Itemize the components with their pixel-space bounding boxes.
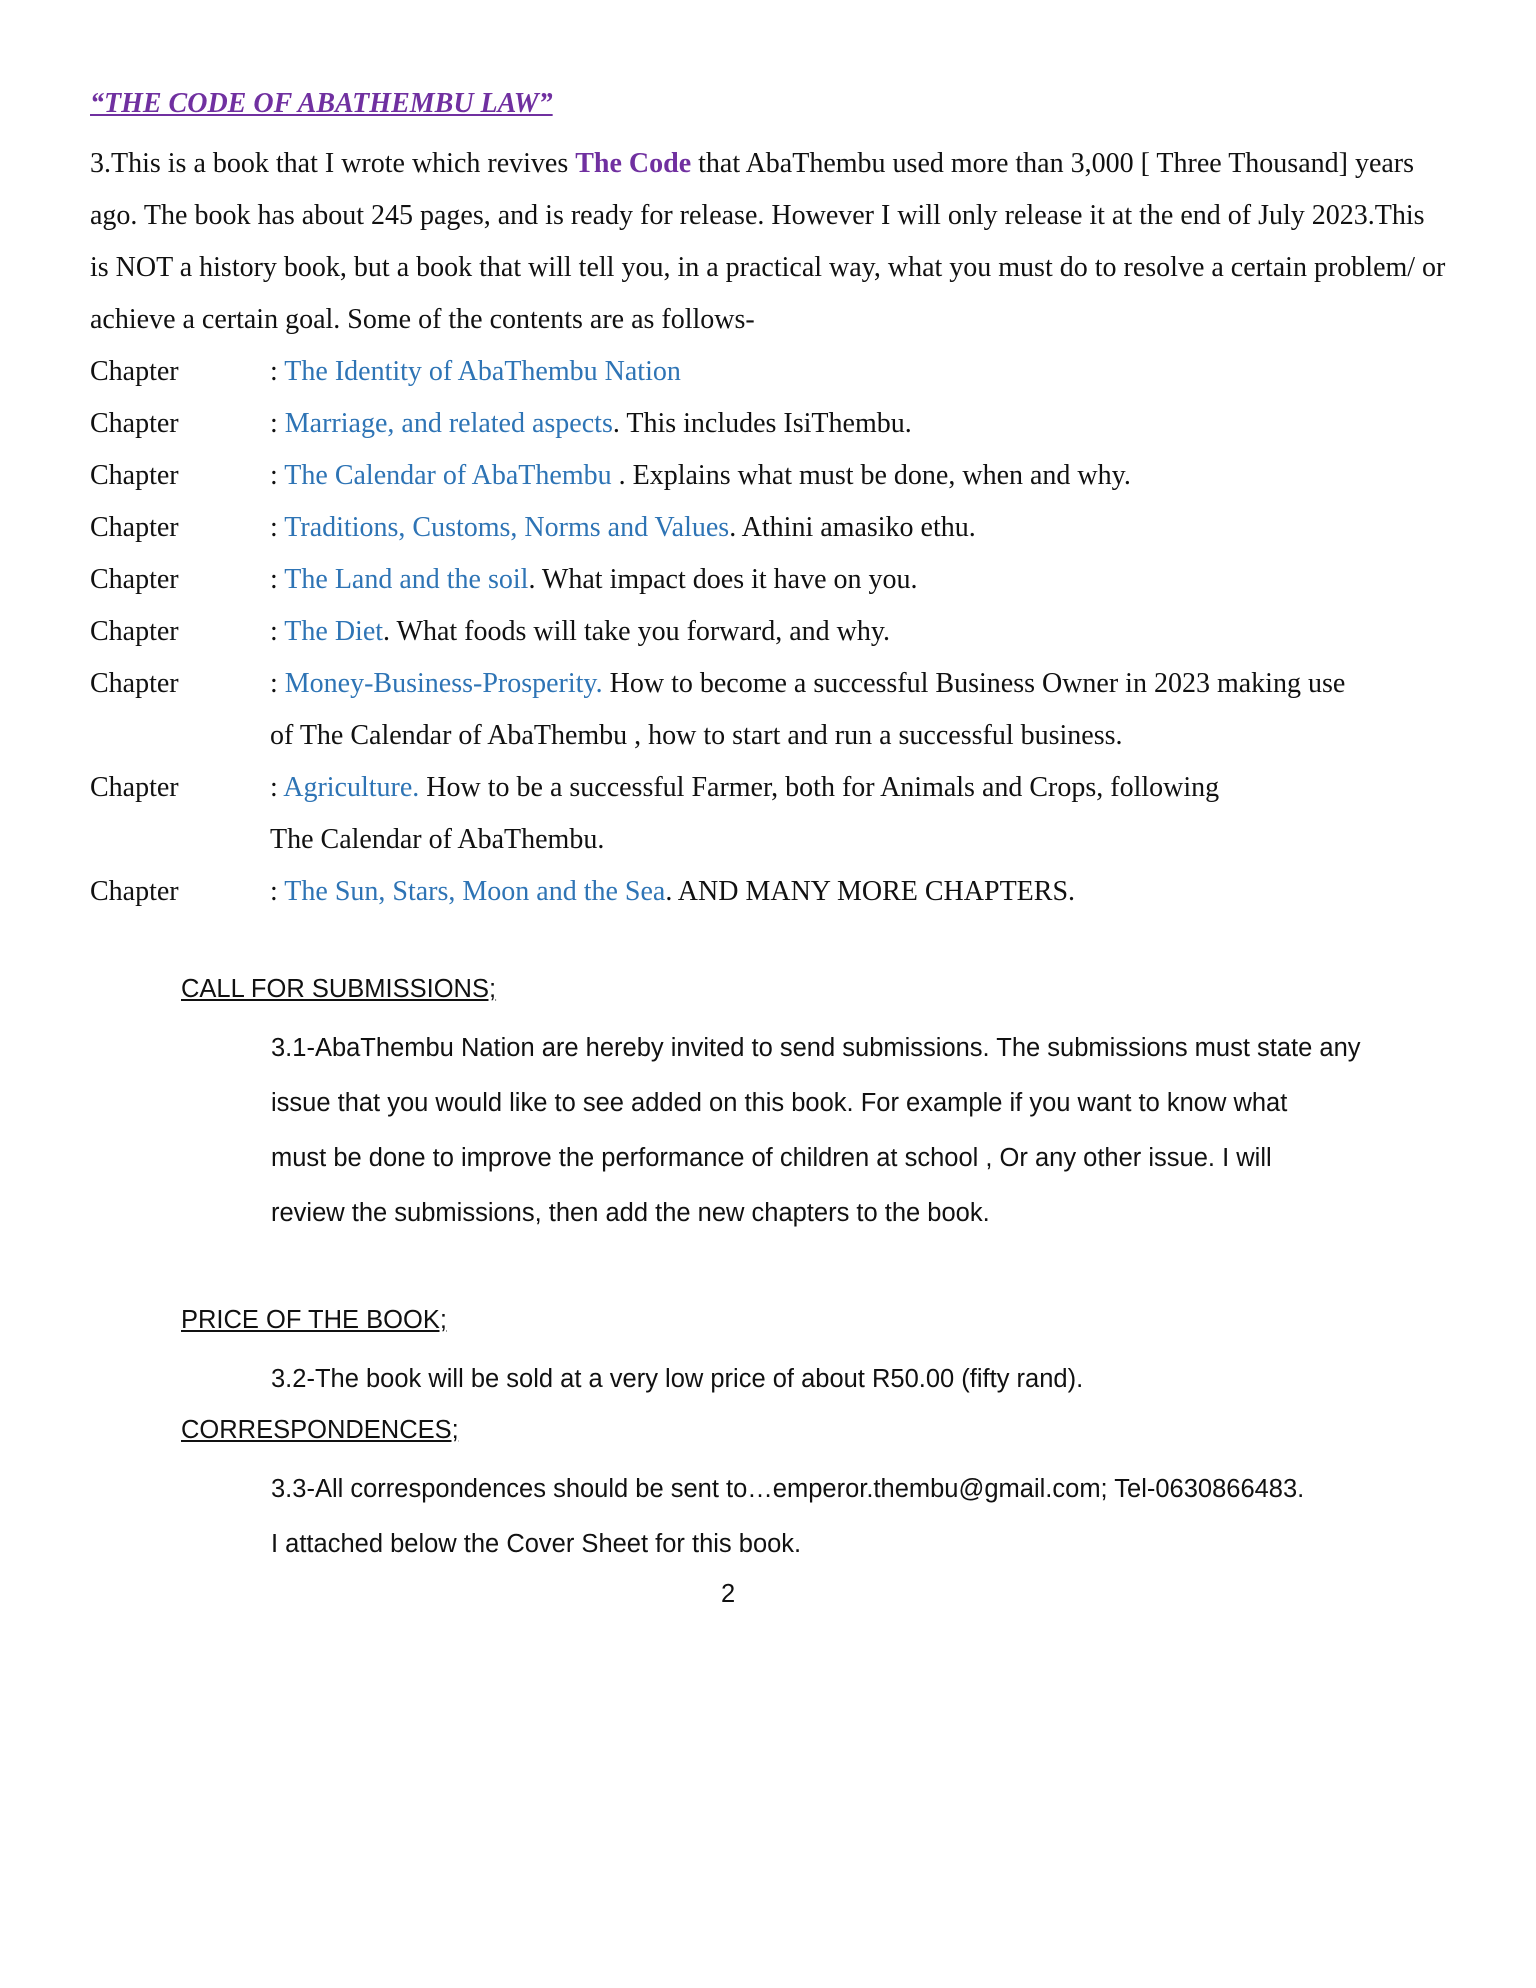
chapter-label: Chapter: [90, 512, 179, 543]
chapter-text: [270, 398, 1470, 450]
chapter-row: [90, 502, 1470, 554]
chapter-label: Chapter: [90, 668, 179, 699]
chapter-description: . Explains what must be done, when and why.: [611, 460, 1131, 491]
chapter-row: [90, 554, 1470, 606]
chapter-text: [270, 346, 1470, 398]
correspondences-heading: CORRESPONDENCES;: [181, 1416, 459, 1444]
chapter-description: . What impact does it have on you.: [528, 564, 918, 595]
chapter-text: [270, 866, 1470, 918]
chapter-separator: :: [270, 512, 285, 543]
price-paragraph: [271, 1352, 1471, 1407]
correspondences-line: 3.3-All correspondences should be sent to…emperor.thembu@gmail.com; Tel-0630866483.: [271, 1475, 1305, 1503]
chapter-text: [270, 658, 1470, 762]
chapter-row: [90, 450, 1470, 502]
chapter-separator: :: [270, 668, 285, 699]
chapter-description: How to be a successful Farmer, both for Animals and Crops, following: [419, 772, 1220, 803]
chapter-topic: The Calendar of AbaThembu: [284, 460, 612, 491]
chapter-description: How to become a successful Business Owner in 2023 making use: [602, 668, 1346, 699]
chapter-continuation: The Calendar of AbaThembu.: [270, 824, 605, 855]
chapter-row: [90, 762, 1470, 866]
intro-prefix: 3.This is a book that I wrote which revives: [90, 148, 576, 179]
chapter-topic: Money-Business-Prosperity.: [284, 668, 603, 699]
chapter-label: Chapter: [90, 408, 179, 439]
document-title: “THE CODE OF ABATHEMBU LAW”: [90, 88, 553, 119]
submissions-line: issue that you would like to see added on this book. For example if you want to know what: [271, 1089, 1288, 1117]
correspondences-line: I attached below the Cover Sheet for this book.: [271, 1530, 802, 1558]
submissions-heading: CALL FOR SUBMISSIONS;: [181, 975, 497, 1003]
chapter-topic: The Diet: [284, 616, 384, 647]
chapter-text: [270, 450, 1470, 502]
chapter-label: Chapter: [90, 356, 179, 387]
chapter-continuation: of The Calendar of AbaThembu , how to start and run a successful business.: [270, 720, 1123, 751]
chapter-label: Chapter: [90, 616, 179, 647]
chapter-row: [90, 866, 1470, 918]
chapter-row: [90, 398, 1470, 450]
chapter-separator: :: [270, 616, 285, 647]
chapter-description: . This includes IsiThembu.: [612, 408, 912, 439]
submissions-line: 3.1-AbaThembu Nation are hereby invited to send submissions. The submissions must state any: [271, 1034, 1361, 1062]
chapter-row: [90, 606, 1470, 658]
chapter-topic: The Identity of AbaThembu Nation: [284, 356, 681, 387]
chapter-topic: Traditions, Customs, Norms and Values: [284, 512, 730, 543]
chapter-row: [90, 346, 1470, 398]
correspondences-paragraph: [271, 1462, 1471, 1572]
chapter-text: [270, 606, 1470, 658]
submissions-line: review the submissions, then add the new chapters to the book.: [271, 1199, 990, 1227]
chapter-text: [270, 762, 1470, 866]
submissions-paragraph: [271, 1021, 1471, 1241]
intro-rest: that AbaThembu used more than 3,000 [ Three Thousand] years ago. The book has about 245 pages, and is ready for release. However I will only release it at the end of July 2023.This is NOT a history book, but a book that will tell you, in a practical way, what you must do to resolve a certain problem/ or achieve a certain goal. Some of the contents are as follows-: [90, 148, 1446, 335]
chapter-separator: :: [270, 356, 285, 387]
chapter-separator: :: [270, 772, 284, 803]
chapter-topic: The Land and the soil: [284, 564, 529, 595]
chapter-label: Chapter: [90, 772, 179, 803]
price-heading: PRICE OF THE BOOK;: [181, 1306, 447, 1334]
chapter-topic: The Sun, Stars, Moon and the Sea: [284, 876, 666, 907]
chapter-label: Chapter: [90, 876, 179, 907]
chapter-separator: :: [270, 876, 285, 907]
chapter-separator: :: [270, 460, 285, 491]
chapter-description: . What foods will take you forward, and why.: [383, 616, 891, 647]
intro-highlight: The Code: [575, 148, 692, 179]
chapter-label: Chapter: [90, 564, 179, 595]
chapter-separator: :: [270, 564, 285, 595]
chapter-row: [90, 658, 1470, 762]
chapter-label: Chapter: [90, 460, 179, 491]
price-line: 3.2-The book will be sold at a very low price of about R50.00 (fifty rand).: [271, 1365, 1084, 1393]
page-number: 2: [721, 1580, 736, 1608]
chapter-topic: Marriage, and related aspects: [284, 408, 613, 439]
chapter-text: [270, 502, 1470, 554]
chapter-description: . Athini amasiko ethu.: [729, 512, 976, 543]
chapter-separator: :: [270, 408, 285, 439]
chapter-text: [270, 554, 1470, 606]
submissions-line: must be done to improve the performance of children at school , Or any other issue. I will: [271, 1144, 1272, 1172]
intro-paragraph: [90, 138, 1450, 346]
chapter-description: . AND MANY MORE CHAPTERS.: [665, 876, 1076, 907]
chapter-list: [90, 346, 1470, 918]
chapter-topic: Agriculture.: [283, 772, 420, 803]
